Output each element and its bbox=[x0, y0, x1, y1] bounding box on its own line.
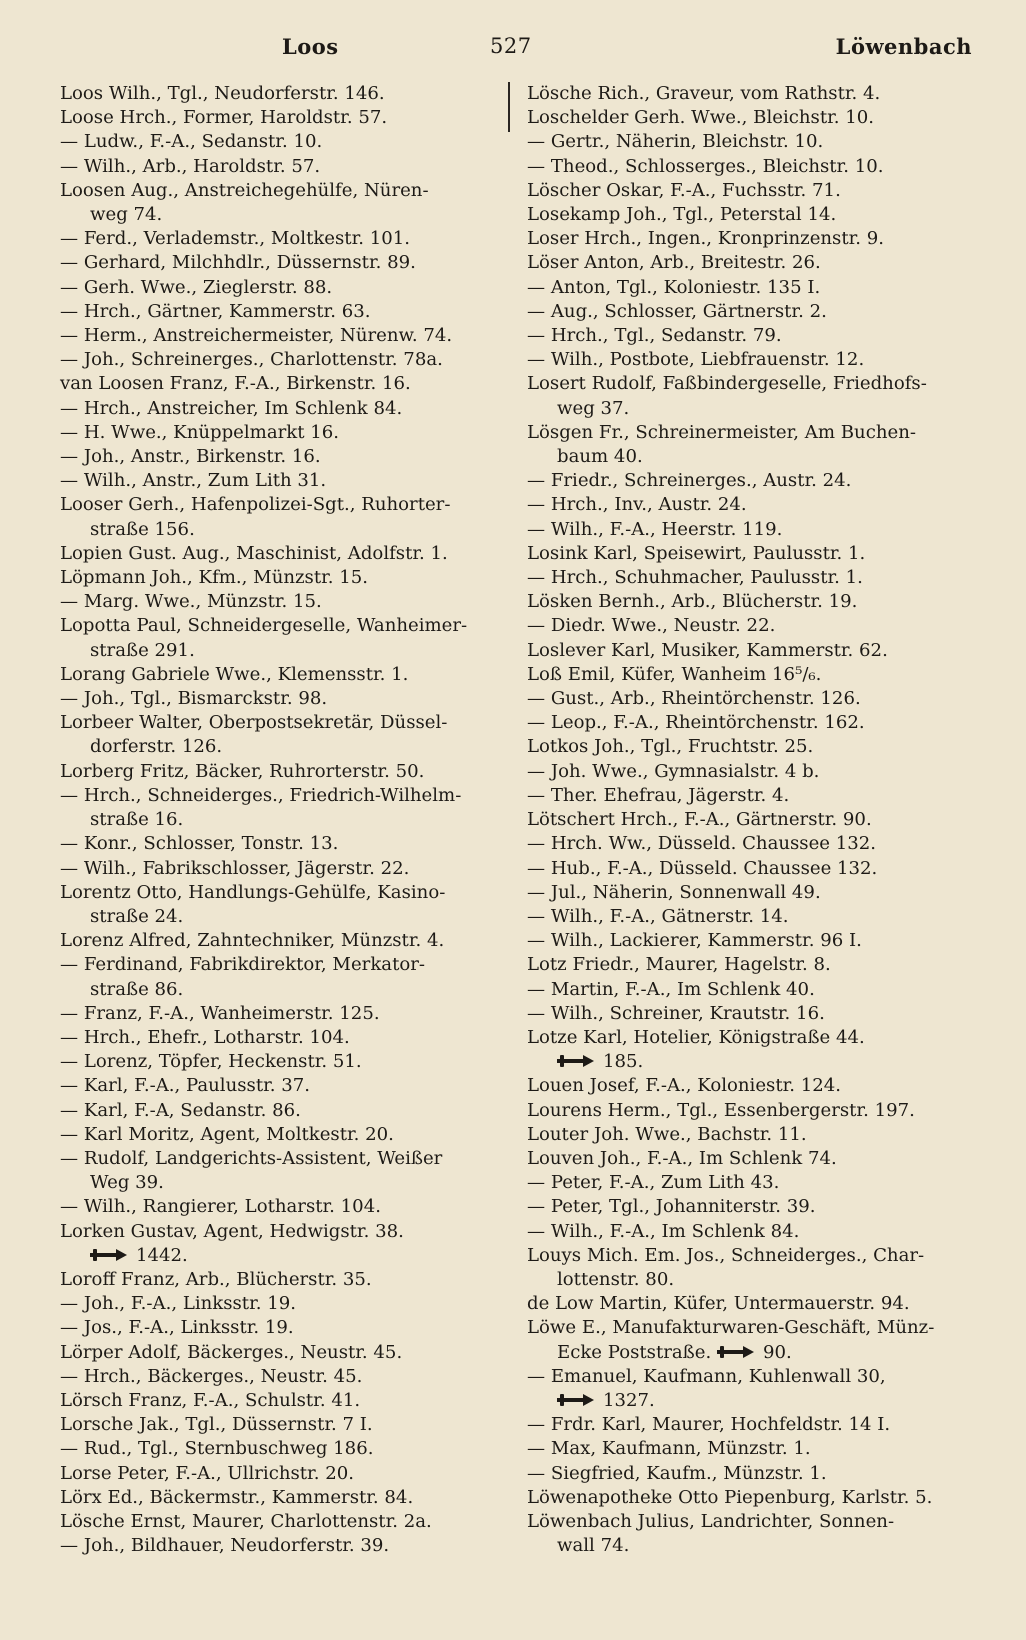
directory-entry: — Gertr., Näherin, Bleichstr. 10. bbox=[527, 131, 824, 153]
entry-continuation bbox=[527, 1341, 972, 1365]
telephone-receiver-icon bbox=[717, 1345, 755, 1359]
entry-continuation: lottenstr. 80. bbox=[557, 1268, 675, 1290]
directory-entry: Loß Emil, Küfer, Wanheim 16⁵/₆. bbox=[527, 663, 822, 685]
directory-entry: van Loosen Franz, F.-A., Birkenstr. 16. bbox=[60, 373, 411, 395]
directory-entry: Losert Rudolf, Faßbindergeselle, Friedhofs- bbox=[527, 373, 927, 395]
directory-entry: — Marg. Wwe., Münzstr. 15. bbox=[60, 591, 322, 613]
directory-entry: — Peter, F.-A., Zum Lith 43. bbox=[527, 1172, 780, 1194]
directory-entry: — Rudolf, Landgerichts-Assistent, Weißer bbox=[60, 1147, 443, 1169]
directory-entry: Loser Hrch., Ingen., Kronprinzenstr. 9. bbox=[527, 228, 885, 250]
directory-entry: — Hrch., Anstreicher, Im Schlenk 84. bbox=[60, 397, 403, 419]
directory-entry: — Max, Kaufmann, Münzstr. 1. bbox=[527, 1438, 811, 1460]
directory-entry: Lörsch Franz, F.-A., Schulstr. 41. bbox=[60, 1389, 361, 1411]
directory-entry: — Joh., Tgl., Bismarckstr. 98. bbox=[60, 688, 328, 710]
directory-entry: — Hrch., Schneiderges., Friedrich-Wilhelm- bbox=[60, 784, 462, 806]
directory-entry: — Hrch., Tgl., Sedanstr. 79. bbox=[527, 325, 782, 347]
directory-entry: — Joh., Schreinerges., Charlottenstr. 78a. bbox=[60, 349, 443, 371]
directory-entry: Lotkos Joh., Tgl., Fruchtstr. 25. bbox=[527, 736, 814, 758]
entry-continuation bbox=[527, 1389, 972, 1413]
entry-continuation: straße 156. bbox=[90, 518, 195, 540]
directory-entry: Lorbeer Walter, Oberpostsekretär, Düssel- bbox=[60, 712, 448, 734]
directory-entry: — Konr., Schlosser, Tonstr. 13. bbox=[60, 833, 339, 855]
directory-entry: — Karl Moritz, Agent, Moltkestr. 20. bbox=[60, 1123, 394, 1145]
directory-entry: — Franz, F.-A., Wanheimerstr. 125. bbox=[60, 1002, 380, 1024]
entry-continuation: straße 24. bbox=[90, 905, 184, 927]
directory-entry: Lotz Friedr., Maurer, Hagelstr. 8. bbox=[527, 954, 831, 976]
directory-entry: Loslever Karl, Musiker, Kammerstr. 62. bbox=[527, 639, 888, 661]
directory-entry: — Diedr. Wwe., Neustr. 22. bbox=[527, 615, 776, 637]
directory-entry: — Joh. Wwe., Gymnasialstr. 4 b. bbox=[527, 760, 820, 782]
directory-entry: — Leop., F.-A., Rheintörchenstr. 162. bbox=[527, 712, 865, 734]
directory-entry: — Ther. Ehefrau, Jägerstr. 4. bbox=[527, 784, 790, 806]
phone-number: 90. bbox=[762, 1341, 792, 1363]
right-column bbox=[527, 82, 972, 1558]
directory-entry: — Wilh., F.-A., Gätnerstr. 14. bbox=[527, 905, 789, 927]
directory-entry: Louys Mich. Em. Jos., Schneiderges., Char- bbox=[527, 1244, 925, 1266]
directory-entry: Loos Wilh., Tgl., Neudorferstr. 146. bbox=[60, 83, 385, 104]
directory-entry: — Hrch. Ww., Düsseld. Chaussee 132. bbox=[527, 833, 877, 855]
directory-entry: — Frdr. Karl, Maurer, Hochfeldstr. 14 I. bbox=[527, 1414, 891, 1436]
telephone-receiver-icon bbox=[557, 1054, 595, 1068]
header-right-word: Löwenbach bbox=[835, 34, 972, 59]
directory-entry: — Ferd., Verlademstr., Moltkestr. 101. bbox=[60, 228, 411, 250]
directory-entry: — Gerh. Wwe., Zieglerstr. 88. bbox=[60, 276, 333, 298]
telephone-receiver-icon bbox=[90, 1248, 128, 1262]
phone-number: 185. bbox=[603, 1051, 644, 1073]
directory-entry: — Ludw., F.-A., Sedanstr. 10. bbox=[60, 131, 323, 153]
directory-entry: Losink Karl, Speisewirt, Paulusstr. 1. bbox=[527, 542, 866, 564]
directory-entry: Lorse Peter, F.-A., Ullrichstr. 20. bbox=[60, 1462, 354, 1484]
directory-entry: — Rud., Tgl., Sternbuschweg 186. bbox=[60, 1438, 374, 1460]
directory-entry: — Herm., Anstreichermeister, Nürenw. 74. bbox=[60, 325, 453, 347]
directory-entry: Lorken Gustav, Agent, Hedwigstr. 38. bbox=[60, 1220, 404, 1242]
directory-entry: Löpmann Joh., Kfm., Münzstr. 15. bbox=[60, 567, 369, 589]
directory-entry: Lösche Ernst, Maurer, Charlottenstr. 2a. bbox=[60, 1510, 432, 1532]
directory-entry: Lopotta Paul, Schneidergeselle, Wanheimer- bbox=[60, 615, 468, 637]
directory-entry: — Jos., F.-A., Linksstr. 19. bbox=[60, 1317, 294, 1339]
directory-entry: — Siegfried, Kaufm., Münzstr. 1. bbox=[527, 1462, 827, 1484]
directory-entry: — Anton, Tgl., Koloniestr. 135 I. bbox=[527, 276, 821, 298]
directory-entry: — Wilh., F.-A., Im Schlenk 84. bbox=[527, 1220, 800, 1242]
directory-entry: de Low Martin, Küfer, Untermauerstr. 94. bbox=[527, 1293, 910, 1315]
entry-continuation: straße 86. bbox=[90, 978, 184, 1000]
directory-entry: Lörper Adolf, Bäckerges., Neustr. 45. bbox=[60, 1341, 403, 1363]
telephone-receiver-icon bbox=[557, 1393, 595, 1407]
directory-entry: Lösgen Fr., Schreinermeister, Am Buchen- bbox=[527, 421, 916, 443]
directory-entry: — Wilh., Schreiner, Krautstr. 16. bbox=[527, 1002, 825, 1024]
directory-entry: — Aug., Schlosser, Gärtnerstr. 2. bbox=[527, 300, 827, 322]
directory-entry: — Hrch., Inv., Austr. 24. bbox=[527, 494, 747, 516]
directory-entry: — H. Wwe., Knüppelmarkt 16. bbox=[60, 421, 340, 443]
directory-entry: — Wilh., Lackierer, Kammerstr. 96 I. bbox=[527, 930, 862, 952]
directory-entry: — Wilh., Rangierer, Lotharstr. 104. bbox=[60, 1196, 381, 1218]
directory-entry: — Hrch., Gärtner, Kammerstr. 63. bbox=[60, 300, 371, 322]
directory-entry: Louen Josef, F.-A., Koloniestr. 124. bbox=[527, 1075, 842, 1097]
directory-entry: Lorentz Otto, Handlungs-Gehülfe, Kasino- bbox=[60, 881, 446, 903]
directory-entry: Löser Anton, Arb., Breitestr. 26. bbox=[527, 252, 821, 274]
directory-entry: Lösken Bernh., Arb., Blücherstr. 19. bbox=[527, 591, 858, 613]
phone-number: 1442. bbox=[136, 1244, 188, 1266]
entry-continuation: baum 40. bbox=[557, 446, 643, 468]
directory-entry: — Wilh., Postbote, Liebfrauenstr. 12. bbox=[527, 349, 865, 371]
page-header bbox=[60, 34, 972, 68]
entry-continuation bbox=[60, 1244, 498, 1268]
entry-continuation: wall 74. bbox=[557, 1535, 630, 1557]
directory-entry: Lorberg Fritz, Bäcker, Ruhrorterstr. 50. bbox=[60, 760, 425, 782]
entry-continuation: weg 74. bbox=[90, 204, 163, 226]
directory-entry: — Hrch., Schuhmacher, Paulusstr. 1. bbox=[527, 567, 863, 589]
directory-entry: Lorang Gabriele Wwe., Klemensstr. 1. bbox=[60, 663, 409, 685]
directory-entry: — Wilh., F.-A., Heerstr. 119. bbox=[527, 518, 783, 540]
directory-entry: Losekamp Joh., Tgl., Peterstal 14. bbox=[527, 204, 837, 226]
directory-entry: Löwenapotheke Otto Piepenburg, Karlstr. 5. bbox=[527, 1486, 933, 1508]
directory-entry: — Peter, Tgl., Johanniterstr. 39. bbox=[527, 1196, 816, 1218]
entry-continuation: weg 37. bbox=[557, 397, 630, 419]
directory-entry: Louven Joh., F.-A., Im Schlenk 74. bbox=[527, 1147, 837, 1169]
directory-entry: — Lorenz, Töpfer, Heckenstr. 51. bbox=[60, 1051, 362, 1073]
directory-entry: Löscher Oskar, F.-A., Fuchsstr. 71. bbox=[527, 179, 841, 201]
directory-entry: Lösche Rich., Graveur, vom Rathstr. 4. bbox=[527, 83, 881, 104]
directory-entry: — Joh., F.-A., Linksstr. 19. bbox=[60, 1293, 297, 1315]
page-number: 527 bbox=[490, 34, 532, 58]
directory-entry: — Karl, F.-A., Paulusstr. 37. bbox=[60, 1075, 311, 1097]
directory-entry: — Emanuel, Kaufmann, Kuhlenwall 30, bbox=[527, 1365, 886, 1387]
entry-continuation: dorferstr. 126. bbox=[90, 736, 223, 758]
directory-entry: Lopien Gust. Aug., Maschinist, Adolfstr. 1. bbox=[60, 542, 448, 564]
directory-entry: — Gust., Arb., Rheintörchenstr. 126. bbox=[527, 688, 861, 710]
header-left-word: Loos bbox=[282, 34, 339, 59]
directory-entry: — Jul., Näherin, Sonnenwall 49. bbox=[527, 881, 821, 903]
entry-continuation: straße 16. bbox=[90, 809, 184, 831]
directory-entry: — Joh., Bildhauer, Neudorferstr. 39. bbox=[60, 1535, 390, 1557]
directory-entry: Loschelder Gerh. Wwe., Bleichstr. 10. bbox=[527, 107, 875, 129]
directory-entry: — Theod., Schlosserges., Bleichstr. 10. bbox=[527, 155, 884, 177]
directory-entry: — Joh., Anstr., Birkenstr. 16. bbox=[60, 446, 321, 468]
directory-entry: Loroff Franz, Arb., Blücherstr. 35. bbox=[60, 1268, 372, 1290]
directory-entry: — Wilh., Anstr., Zum Lith 31. bbox=[60, 470, 327, 492]
directory-entry: — Friedr., Schreinerges., Austr. 24. bbox=[527, 470, 852, 492]
directory-entry: — Karl, F.-A, Sedanstr. 86. bbox=[60, 1099, 301, 1121]
directory-entry: Lötschert Hrch., F.-A., Gärtnerstr. 90. bbox=[527, 809, 872, 831]
directory-entry: — Wilh., Arb., Haroldstr. 57. bbox=[60, 155, 321, 177]
directory-entry: Lörx Ed., Bäckermstr., Kammerstr. 84. bbox=[60, 1486, 414, 1508]
directory-entry: Lotze Karl, Hotelier, Königstraße 44. bbox=[527, 1026, 865, 1048]
directory-entry: Looser Gerh., Hafenpolizei-Sgt., Ruhorter- bbox=[60, 494, 451, 516]
directory-entry: Lorenz Alfred, Zahntechniker, Münzstr. 4. bbox=[60, 930, 445, 952]
directory-entry: — Wilh., Fabrikschlosser, Jägerstr. 22. bbox=[60, 857, 410, 879]
column-divider bbox=[508, 82, 510, 132]
directory-entry: — Martin, F.-A., Im Schlenk 40. bbox=[527, 978, 815, 1000]
directory-entry: Louter Joh. Wwe., Bachstr. 11. bbox=[527, 1123, 807, 1145]
directory-entry: — Hrch., Bäckerges., Neustr. 45. bbox=[60, 1365, 363, 1387]
directory-entry: Löwenbach Julius, Landrichter, Sonnen- bbox=[527, 1510, 895, 1532]
directory-entry: — Ferdinand, Fabrikdirektor, Merkator- bbox=[60, 954, 425, 976]
entry-text: Ecke Poststraße. bbox=[557, 1341, 717, 1363]
directory-entry: Löwe E., Manufakturwaren-Geschäft, Münz- bbox=[527, 1317, 935, 1339]
directory-entry: Lourens Herm., Tgl., Essenbergerstr. 197. bbox=[527, 1099, 915, 1121]
directory-entry: — Hub., F.-A., Düsseld. Chaussee 132. bbox=[527, 857, 878, 879]
entry-continuation: straße 291. bbox=[90, 639, 195, 661]
left-column bbox=[60, 82, 498, 1558]
entry-continuation bbox=[527, 1050, 972, 1074]
directory-entry: Loose Hrch., Former, Haroldstr. 57. bbox=[60, 107, 388, 129]
phone-number: 1327. bbox=[603, 1389, 655, 1411]
directory-entry: Loosen Aug., Anstreichegehülfe, Nüren- bbox=[60, 179, 429, 201]
directory-entry: — Hrch., Ehefr., Lotharstr. 104. bbox=[60, 1026, 350, 1048]
directory-entry: — Gerhard, Milchhdlr., Düssernstr. 89. bbox=[60, 252, 416, 274]
directory-entry: Lorsche Jak., Tgl., Düssernstr. 7 I. bbox=[60, 1414, 373, 1436]
entry-continuation: Weg 39. bbox=[90, 1172, 164, 1194]
